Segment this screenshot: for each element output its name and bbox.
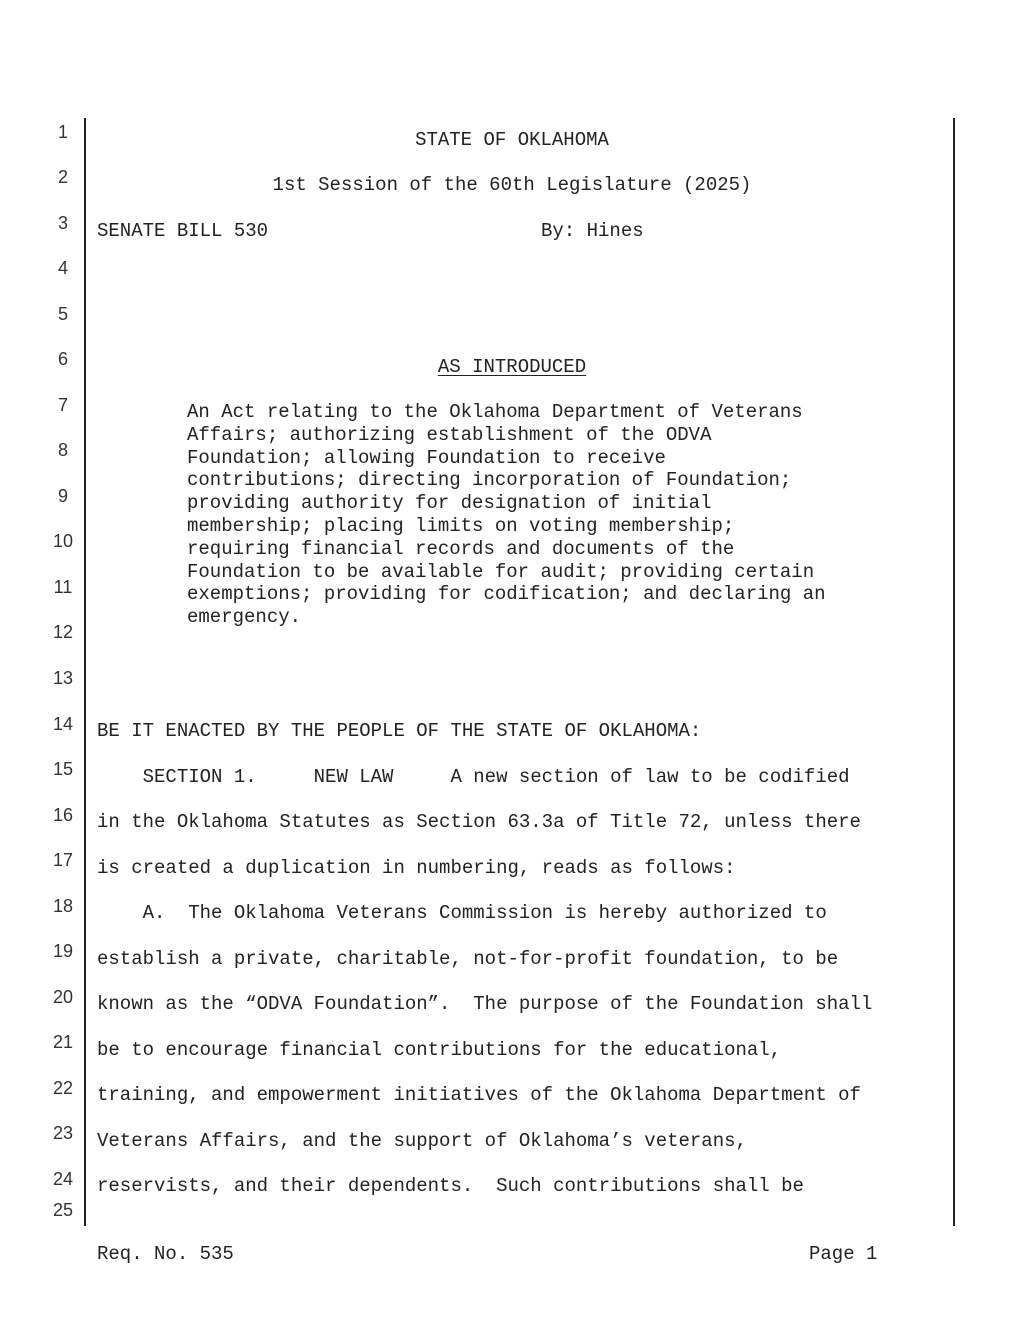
line-number: 3 xyxy=(57,213,68,233)
body-line: reservists, and their dependents. Such contributions shall be xyxy=(97,1175,804,1197)
line-number: 15 xyxy=(52,759,74,779)
session-heading: 1st Session of the 60th Legislature (2025) xyxy=(272,174,752,196)
line-number: 2 xyxy=(57,167,68,187)
line-number: 21 xyxy=(52,1032,74,1052)
status-heading xyxy=(97,356,927,378)
line-number: 18 xyxy=(52,896,74,916)
line-number: 22 xyxy=(52,1078,74,1098)
body-line: establish a private, charitable, not-for-profit foundation, to be xyxy=(97,948,839,970)
line-number: 13 xyxy=(52,668,74,688)
state-heading: STATE OF OKLAHOMA xyxy=(415,129,609,151)
bill-number: SENATE BILL 530 xyxy=(97,220,269,242)
status-label: AS INTRODUCED xyxy=(437,356,587,378)
line-number: 24 xyxy=(52,1169,74,1189)
page-number: Page 1 xyxy=(809,1243,878,1265)
body-line: training, and empowerment initiatives of the Oklahoma Department of xyxy=(97,1084,861,1106)
body-line: is created a duplication in numbering, reads as follows: xyxy=(97,857,736,879)
line-number: 6 xyxy=(57,349,68,369)
body-line: be to encourage financial contributions for the educational, xyxy=(97,1039,782,1061)
bill-abstract: An Act relating to the Oklahoma Department of Veterans Affairs; authorizing establishment of the ODVA Foundation; allowing Foundation to receive contributions; directing incorporation of Foundation; providing authority for designation of initial membership; placing limits on voting membership; requiring financial records and documents of the Foundation to be available for audit; providing certain exemptions; providing for codification; and declaring an emergency. xyxy=(187,401,826,629)
line-number: 23 xyxy=(52,1123,74,1143)
line-number: 17 xyxy=(52,850,74,870)
body-line: A. The Oklahoma Veterans Commission is hereby authorized to xyxy=(97,902,827,924)
line-number: 1 xyxy=(57,122,68,142)
body-line: SECTION 1. NEW LAW A new section of law to be codified xyxy=(97,766,850,788)
line-number: 12 xyxy=(52,622,74,642)
line-number: 11 xyxy=(53,577,73,597)
body-line: known as the “ODVA Foundation”. The purpose of the Foundation shall xyxy=(97,993,873,1015)
line-number: 8 xyxy=(57,440,68,460)
body-line: in the Oklahoma Statutes as Section 63.3a of Title 72, unless there xyxy=(97,811,861,833)
line-number: 4 xyxy=(57,258,68,278)
bill-author: By: Hines xyxy=(541,220,644,242)
line-number: 5 xyxy=(57,304,68,324)
line-number: 19 xyxy=(52,941,74,961)
line-number: 20 xyxy=(52,987,74,1007)
line-number-cut: 25 xyxy=(52,1200,74,1220)
line-number: 14 xyxy=(52,714,74,734)
line-number: 9 xyxy=(57,486,68,506)
line-number: 7 xyxy=(57,395,68,415)
line-number: 10 xyxy=(52,531,74,551)
right-margin-rule xyxy=(953,118,955,1226)
line-number: 16 xyxy=(52,805,74,825)
left-margin-rule xyxy=(84,118,86,1226)
request-number: Req. No. 535 xyxy=(97,1243,234,1265)
enacting-clause: BE IT ENACTED BY THE PEOPLE OF THE STATE OF OKLAHOMA: xyxy=(97,720,702,742)
body-line: Veterans Affairs, and the support of Oklahoma’s veterans, xyxy=(97,1130,747,1152)
